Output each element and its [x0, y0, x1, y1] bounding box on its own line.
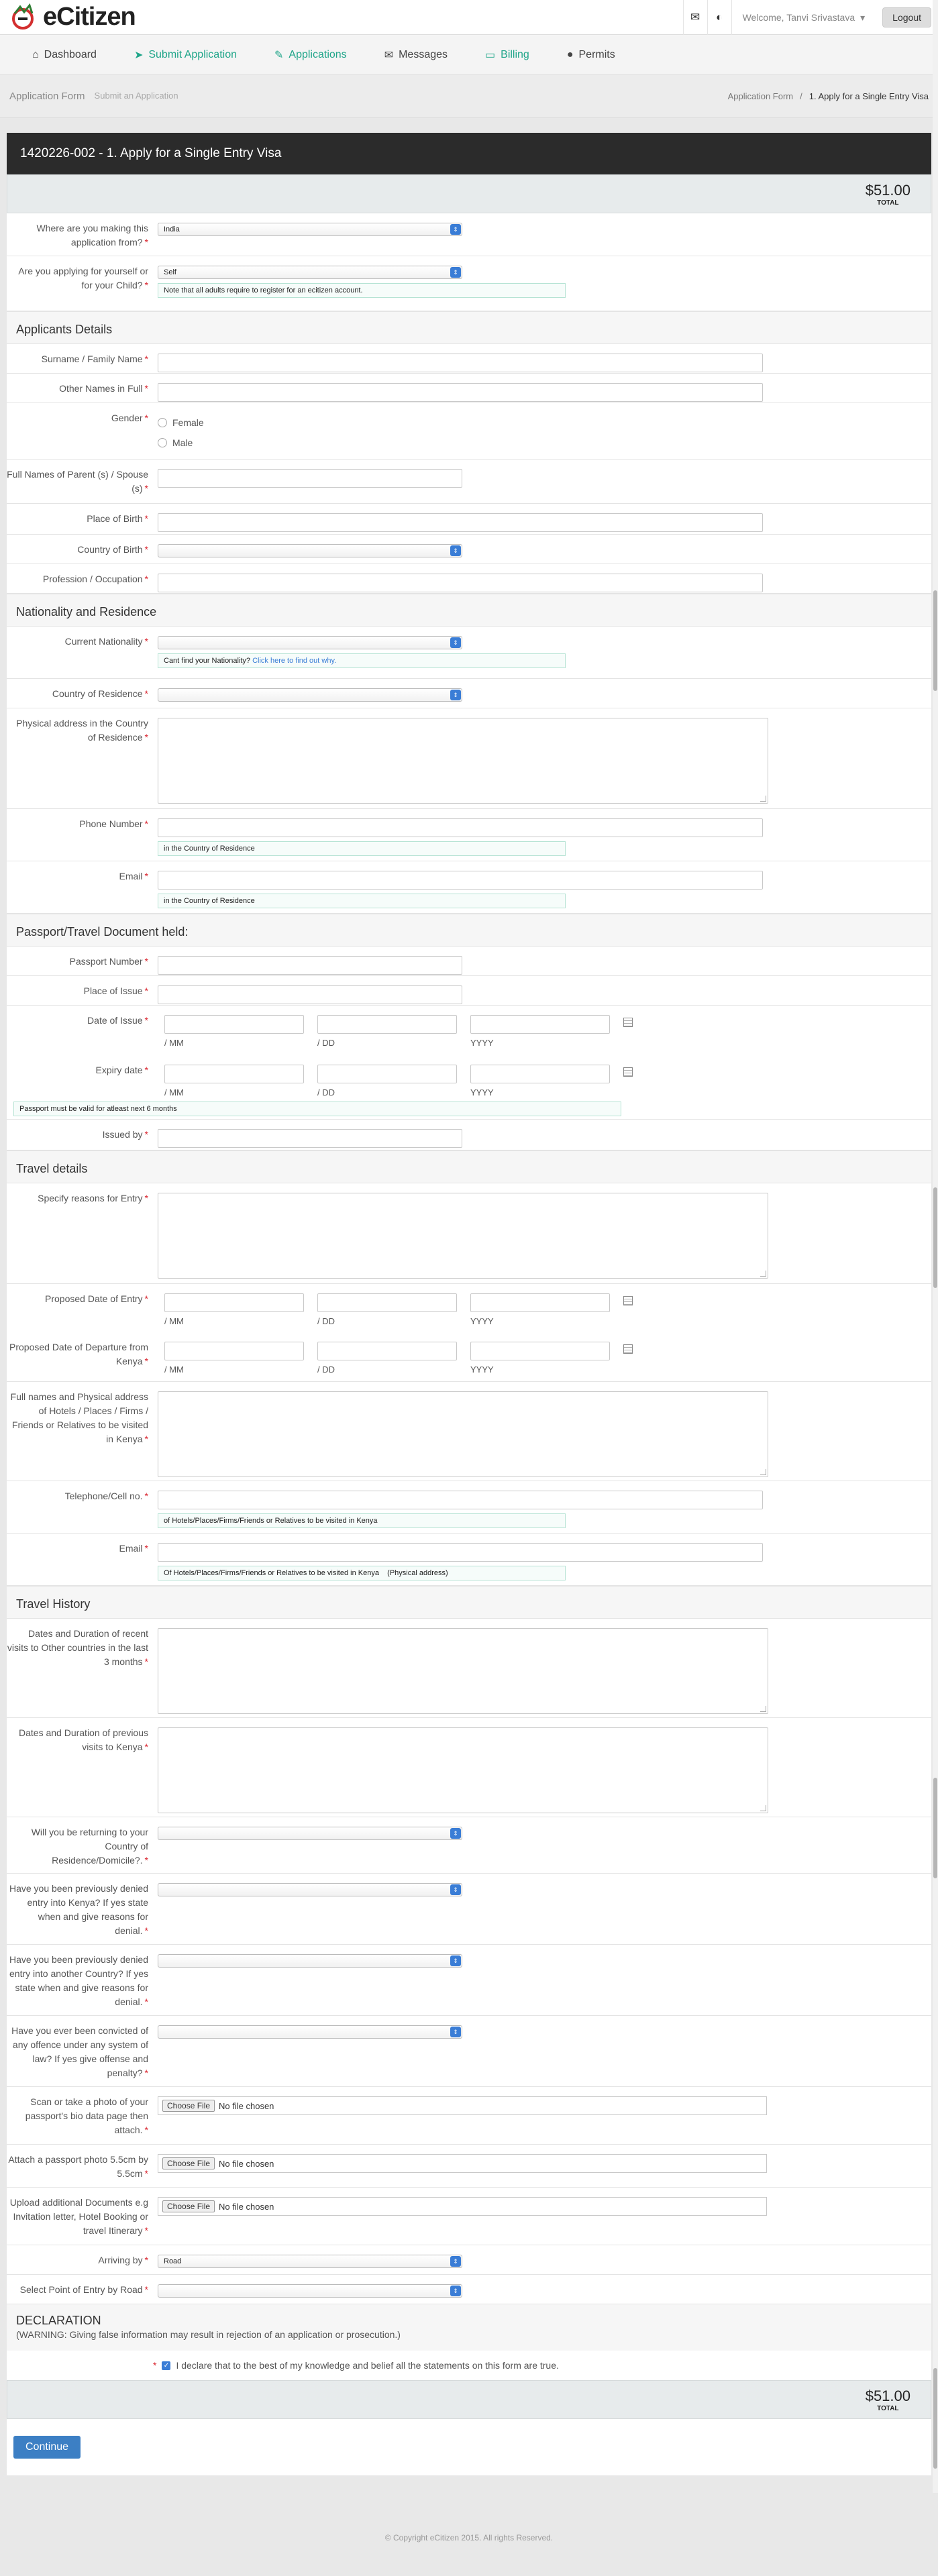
- form-row: Place of Issue *: [7, 976, 931, 1006]
- form-row: Will you be returning to your Country of Residence/Domicile?. * ⇕: [7, 1817, 931, 1874]
- additional-docs-file-input[interactable]: Choose File No file chosen: [158, 2197, 767, 2216]
- reasons-textarea[interactable]: [158, 1193, 768, 1279]
- hotels-textarea[interactable]: [158, 1391, 768, 1477]
- nav-label: Permits: [578, 48, 615, 60]
- field-label: Other Names in Full: [59, 383, 143, 394]
- form-row: Have you been previously denied entry into another Country? If yes state when and give reasons for denial. * ⇕: [7, 1945, 931, 2016]
- nav-label: Applications: [289, 48, 347, 60]
- form-row: Gender * Female Male: [7, 403, 931, 460]
- field-label: Full Names of Parent (s) / Spouse (s): [7, 469, 148, 494]
- form-row: Arriving by * Road ⇕: [7, 2245, 931, 2275]
- applying-for-select[interactable]: Self ⇕: [158, 266, 462, 279]
- user-menu[interactable]: [731, 0, 876, 35]
- hotel-email-input[interactable]: [158, 1543, 763, 1562]
- page-subtitle: Submit an Application: [94, 91, 178, 101]
- entry-date: / MM / DD YYYY: [158, 1293, 931, 1326]
- form-row: Dates and Duration of previous visits to Kenya *: [7, 1718, 931, 1817]
- convicted-select[interactable]: [158, 2025, 462, 2039]
- phone-input[interactable]: [158, 818, 763, 837]
- field-label: Profession / Occupation: [42, 574, 143, 584]
- breadcrumb-item[interactable]: Application Form: [727, 91, 794, 101]
- logo-text: eCitizen: [43, 3, 136, 31]
- form-row: Telephone/Cell no. * of Hotels/Places/Firms/Friends or Relatives to be visited in Kenya: [7, 1481, 931, 1534]
- parent-names-input[interactable]: [158, 469, 462, 488]
- calendar-icon[interactable]: [623, 1296, 633, 1305]
- field-label: Surname / Family Name: [41, 354, 143, 364]
- choose-file-button[interactable]: Choose File: [162, 2100, 215, 2112]
- form-row: Issued by *: [7, 1120, 931, 1150]
- field-label: Proposed Date of Departure from Kenya: [9, 1342, 148, 1366]
- declaration-section: [7, 2304, 931, 2351]
- field-label: Phone Number: [79, 818, 143, 829]
- field-label: Will you be returning to your Country of Residence/Domicile?.: [31, 1827, 148, 1866]
- field-label: Issued by: [102, 1129, 143, 1140]
- passport-scan-file-input[interactable]: Choose File No file chosen: [158, 2096, 767, 2115]
- form-row: Other Names in Full *: [7, 374, 931, 403]
- scrollbar-thumb[interactable]: [933, 2368, 937, 2469]
- total-bar: [7, 174, 931, 213]
- gender-male-radio[interactable]: Male: [158, 433, 931, 453]
- field-label: Place of Birth: [87, 513, 143, 524]
- form-row: Passport Number *: [7, 947, 931, 976]
- footer-copyright: © Copyright eCitizen 2015. All rights Reserved.: [0, 2475, 938, 2576]
- date-day-input[interactable]: [317, 1065, 457, 1083]
- select-arrow-icon: ⇕: [450, 545, 461, 556]
- form-row: Attach a passport photo 5.5cm by 5.5cm * Choose File No file chosen: [7, 2145, 931, 2188]
- nav-messages[interactable]: [366, 35, 466, 75]
- info-note: in the Country of Residence: [158, 841, 566, 856]
- date-year-input[interactable]: [470, 1293, 610, 1312]
- select-arrow-icon: ⇕: [450, 2027, 461, 2037]
- field-label: Dates and Duration of previous visits to Kenya: [19, 1727, 148, 1752]
- form-row: Country of Residence * ⇕: [7, 679, 931, 708]
- date-of-issue: / MM / DD YYYY: [158, 1015, 931, 1048]
- form-row: Country of Birth * ⇕: [7, 535, 931, 564]
- previous-visits-textarea[interactable]: [158, 1727, 768, 1813]
- info-note: Cant find your Nationality? Click here to find out why.: [158, 653, 566, 668]
- form-row: Full names and Physical address of Hotels / Places / Firms / Friends or Relatives to be visited in Kenya *: [7, 1382, 931, 1481]
- breadcrumb: Application Form / 1. Apply for a Single Entry Visa: [727, 91, 929, 101]
- envelope-icon: ✉: [384, 49, 394, 61]
- section-title: Applicants Details: [7, 311, 931, 344]
- top-bar: [0, 0, 938, 35]
- field-label: Current Nationality: [64, 636, 143, 647]
- departure-date: / MM / DD YYYY: [158, 1342, 931, 1375]
- date-year-input[interactable]: [470, 1342, 610, 1360]
- calendar-icon[interactable]: [623, 1067, 633, 1077]
- mail-icon[interactable]: ✉: [683, 0, 707, 35]
- calendar-icon[interactable]: [623, 1018, 633, 1027]
- field-label: Arriving by: [98, 2255, 143, 2265]
- ecitizen-logo[interactable]: [9, 3, 136, 32]
- logout-button[interactable]: Logout: [882, 7, 931, 28]
- denied-other-select[interactable]: [158, 1954, 462, 1968]
- form-row: Where are you making this application from? * India ⇕: [7, 213, 931, 256]
- email-input[interactable]: [158, 871, 763, 890]
- form-row: Profession / Occupation *: [7, 564, 931, 594]
- form-row: Date of Issue * / MM / DD YYYY: [7, 1006, 931, 1055]
- expiry-date: / MM / DD YYYY: [158, 1065, 931, 1097]
- field-label: Date of Issue: [87, 1015, 143, 1026]
- globe-icon[interactable]: ◐: [707, 0, 731, 35]
- form-row: Email * in the Country of Residence: [7, 861, 931, 914]
- breadcrumb-bar: [0, 75, 938, 118]
- select-arrow-icon: ⇕: [450, 690, 461, 700]
- total-amount: $51.00: [865, 2387, 910, 2404]
- radio-circle-icon: [158, 438, 167, 447]
- field-label: Have you been previously denied entry into Kenya? If yes state when and give reasons for denial.: [9, 1883, 148, 1936]
- field-label: Country of Residence: [52, 688, 143, 699]
- continue-button[interactable]: Continue: [13, 2436, 81, 2459]
- field-label: Email: [119, 1543, 143, 1554]
- scrollbar-thumb[interactable]: [933, 1187, 937, 1288]
- form-row: Place of Birth *: [7, 504, 931, 535]
- field-label: Dates and Duration of recent visits to Other countries in the last 3 months: [7, 1628, 148, 1667]
- country-of-birth-select[interactable]: [158, 544, 462, 557]
- info-note: Note that all adults require to register for an ecitizen account.: [158, 283, 566, 298]
- recent-visits-textarea[interactable]: [158, 1628, 768, 1714]
- date-day-input[interactable]: [317, 1342, 457, 1360]
- info-note: Passport must be valid for atleast next 6 months: [13, 1102, 621, 1116]
- gender-female-radio[interactable]: Female: [158, 413, 931, 433]
- form-row: Expiry date * / MM / DD YYYY Passport must be valid for atleast next 6 months: [7, 1055, 931, 1120]
- field-label: Gender: [111, 413, 143, 423]
- date-month-input[interactable]: [164, 1015, 304, 1034]
- checkbox-checked-icon[interactable]: ✓: [162, 2361, 170, 2370]
- info-note: Of Hotels/Places/Firms/Friends or Relatives to be visited in Kenya (Physical address): [158, 1566, 566, 1580]
- choose-file-button[interactable]: Choose File: [162, 2157, 215, 2169]
- passport-photo-file-input[interactable]: Choose File No file chosen: [158, 2154, 767, 2173]
- page-scrollbar[interactable]: [933, 0, 938, 2493]
- form-row: Dates and Duration of recent visits to Other countries in the last 3 months *: [7, 1619, 931, 1718]
- send-icon: ➤: [134, 49, 144, 61]
- date-month-input[interactable]: [164, 1065, 304, 1083]
- surname-input[interactable]: [158, 354, 763, 372]
- credit-card-icon: ▭: [485, 49, 496, 61]
- entry-point-select[interactable]: [158, 2284, 462, 2298]
- select-arrow-icon: ⇕: [450, 637, 461, 648]
- arriving-by-select[interactable]: Road ⇕: [158, 2255, 462, 2268]
- form-row: Have you been previously denied entry into Kenya? If yes state when and give reasons for denial. * ⇕: [7, 1874, 931, 1945]
- select-arrow-icon: ⇕: [450, 2286, 461, 2296]
- profession-input[interactable]: [158, 574, 763, 592]
- field-label: Telephone/Cell no.: [64, 1491, 143, 1501]
- nav-permits[interactable]: [548, 35, 634, 75]
- field-label: Email: [119, 871, 143, 881]
- scrollbar-thumb[interactable]: [933, 1778, 937, 1878]
- denied-kenya-select[interactable]: [158, 1883, 462, 1896]
- field-label: Proposed Date of Entry: [45, 1293, 143, 1304]
- section-title: Passport/Travel Document held:: [7, 914, 931, 947]
- total-bar: [7, 2380, 931, 2419]
- place-of-birth-input[interactable]: [158, 513, 763, 532]
- form-row: Are you applying for yourself or for your Child? * Self ⇕ Note that all adults require to register for an ecitizen account.: [7, 256, 931, 311]
- select-arrow-icon: ⇕: [450, 1828, 461, 1839]
- form-row: Surname / Family Name *: [7, 344, 931, 374]
- field-label: Place of Issue: [83, 985, 143, 996]
- caret-down-icon: ▾: [860, 11, 866, 23]
- form-row: Proposed Date of Entry * / MM / DD YYYY: [7, 1284, 931, 1332]
- field-label: Are you applying for yourself or for your Child?: [18, 266, 148, 290]
- scrollbar-thumb[interactable]: [933, 590, 937, 691]
- section-title: Nationality and Residence: [7, 594, 931, 627]
- form-row: Upload additional Documents e.g Invitation letter, Hotel Booking or travel Itinerary * Choose File No file chosen: [7, 2188, 931, 2245]
- nav-label: Messages: [399, 48, 448, 60]
- total-amount: $51.00: [865, 181, 910, 199]
- field-label: Have you ever been convicted of any offence under any system of law? If yes give offense and penalty?: [11, 2025, 148, 2078]
- select-arrow-icon: ⇕: [450, 267, 461, 278]
- where-select[interactable]: India ⇕: [158, 223, 462, 236]
- passport-number-input[interactable]: [158, 956, 462, 975]
- country-of-residence-select[interactable]: [158, 688, 462, 702]
- field-label: Attach a passport photo 5.5cm by 5.5cm: [8, 2154, 148, 2179]
- nav-dashboard[interactable]: [13, 35, 115, 75]
- circle-icon: ●: [566, 48, 574, 60]
- form-row: Email * Of Hotels/Places/Firms/Friends or Relatives to be visited in Kenya (Physical address): [7, 1534, 931, 1586]
- declaration-warning: (WARNING: Giving false information may result in rejection of an application or prosecution.): [16, 2329, 401, 2340]
- application-form: [7, 133, 931, 2475]
- form-row: Have you ever been convicted of any offence under any system of law? If yes give offense and penalty? * ⇕: [7, 2016, 931, 2087]
- main-nav: [0, 35, 938, 75]
- declaration-checkbox[interactable]: * ✓ I declare that to the best of my knowledge and belief all the statements on this form are true.: [7, 2351, 931, 2380]
- nav-billing[interactable]: [466, 35, 548, 75]
- field-label: Full names and Physical address of Hotels / Places / Firms / Friends or Relatives to be visited in Kenya: [10, 1391, 148, 1444]
- calendar-icon[interactable]: [623, 1344, 633, 1354]
- find-out-why-link[interactable]: Click here to find out why.: [252, 657, 337, 665]
- field-label: Select Point of Entry by Road: [19, 2284, 143, 2295]
- date-day-input[interactable]: [317, 1293, 457, 1312]
- date-month-input[interactable]: [164, 1293, 304, 1312]
- nav-submit-application[interactable]: [115, 35, 256, 75]
- field-label: Physical address in the Country of Residence: [16, 718, 148, 743]
- info-note: in the Country of Residence: [158, 894, 566, 908]
- welcome-text: Welcome, Tanvi Srivastava: [742, 12, 855, 23]
- select-arrow-icon: ⇕: [450, 1955, 461, 1966]
- section-title: Travel History: [7, 1586, 931, 1619]
- telephone-input[interactable]: [158, 1491, 763, 1509]
- date-year-input[interactable]: [470, 1065, 610, 1083]
- section-title: Travel details: [7, 1150, 931, 1183]
- returning-select[interactable]: [158, 1827, 462, 1840]
- field-label: Passport Number: [69, 956, 143, 967]
- form-row: Phone Number * in the Country of Residence: [7, 809, 931, 861]
- form-title: 1420226-002 - 1. Apply for a Single Entry Visa: [7, 133, 931, 174]
- nav-label: Billing: [501, 48, 529, 60]
- declaration-text: I declare that to the best of my knowledge and belief all the statements on this form are true.: [176, 2360, 559, 2371]
- select-arrow-icon: ⇕: [450, 1884, 461, 1895]
- form-row: Proposed Date of Departure from Kenya * / MM / DD YYYY: [7, 1332, 931, 1382]
- nav-applications[interactable]: [256, 35, 366, 75]
- nav-label: Dashboard: [44, 48, 97, 60]
- logo-mark-icon: [9, 4, 40, 31]
- total-label: TOTAL: [877, 2404, 899, 2412]
- home-icon: ⌂: [32, 48, 39, 60]
- issued-by-input[interactable]: [158, 1129, 462, 1148]
- date-month-input[interactable]: [164, 1342, 304, 1360]
- info-note: of Hotels/Places/Firms/Friends or Relatives to be visited in Kenya: [158, 1513, 566, 1528]
- field-label: Expiry date: [95, 1065, 143, 1075]
- form-row: Current Nationality * ⇕ Cant find your Nationality? Click here to find out why.: [7, 627, 931, 679]
- declaration-title: DECLARATION: [16, 2314, 101, 2327]
- field-label: Specify reasons for Entry: [38, 1193, 143, 1203]
- field-label: Have you been previously denied entry into another Country? If yes state when and give reasons for denial.: [9, 1954, 148, 2007]
- select-arrow-icon: ⇕: [450, 2256, 461, 2267]
- form-row: Specify reasons for Entry *: [7, 1183, 931, 1284]
- other-names-input[interactable]: [158, 383, 763, 402]
- field-label: Upload additional Documents e.g Invitation letter, Hotel Booking or travel Itinerary: [9, 2197, 148, 2236]
- field-label: Scan or take a photo of your passport's bio data page then attach.: [25, 2096, 148, 2135]
- form-row: Scan or take a photo of your passport's bio data page then attach. * Choose File No file chosen: [7, 2087, 931, 2145]
- nav-label: Submit Application: [148, 48, 237, 60]
- form-row: Physical address in the Country of Residence *: [7, 708, 931, 809]
- field-label: Country of Birth: [77, 544, 143, 555]
- place-of-issue-input[interactable]: [158, 985, 462, 1004]
- current-nationality-select[interactable]: [158, 636, 462, 649]
- date-year-input[interactable]: [470, 1015, 610, 1034]
- edit-icon: ✎: [274, 49, 284, 61]
- field-label: Where are you making this application from?: [36, 223, 148, 248]
- page-title: Application Form: [9, 91, 85, 102]
- date-day-input[interactable]: [317, 1015, 457, 1034]
- radio-circle-icon: [158, 418, 167, 427]
- select-arrow-icon: ⇕: [450, 224, 461, 235]
- total-label: TOTAL: [877, 199, 899, 207]
- breadcrumb-item-active: 1. Apply for a Single Entry Visa: [809, 91, 929, 101]
- form-row: Select Point of Entry by Road * ⇕: [7, 2275, 931, 2304]
- physical-address-textarea[interactable]: [158, 718, 768, 804]
- form-row: Full Names of Parent (s) / Spouse (s) *: [7, 460, 931, 504]
- choose-file-button[interactable]: Choose File: [162, 2200, 215, 2212]
